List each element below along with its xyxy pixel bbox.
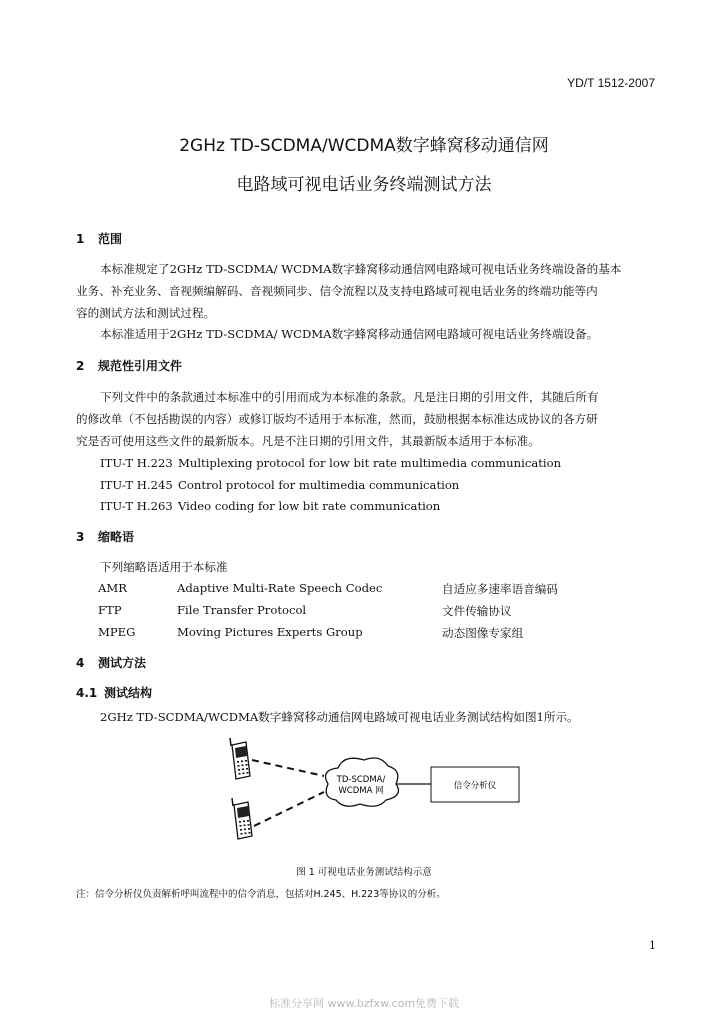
figure-caption: 图 1 可视电话业务测试结构示意 [296,867,432,878]
standard-code: YD/T 1512-2007 [567,76,655,90]
abbreviation-english: Adaptive Multi-Rate Speech Codec [177,581,383,595]
page-number: 1 [649,939,656,952]
abbreviation-chinese: 文件传输协议 [442,604,512,618]
reference-code: ITU-T H.223 [100,456,173,470]
references-paragraph-line: 的修改单（不包括勘误的内容）或修订版均不适用于本标准，然而，鼓励根据本标准达成协议的各方研 [76,412,598,426]
document-title-line1: 2GHz TD-SCDMA/WCDMA数字蜂窝移动通信网 [179,136,549,156]
subsection-title: 测试结构 [104,686,153,700]
reference-title: Video coding for low bit rate communication [178,499,441,513]
scope-paragraph-line: 容的测试方法和测试过程。 [76,306,216,320]
mobile-phone-icon [230,738,250,779]
section-heading-normative-references [76,357,182,374]
subsection-heading-test-structure [76,684,152,701]
test-structure-diagram [220,732,520,848]
reference-code: ITU-T H.245 [100,478,173,492]
section-title: 缩略语 [98,530,135,544]
references-paragraph-line: 下列文件中的条款通过本标准中的引用而成为本标准的条款。凡是注日期的引用文件，其随后所有 [100,390,599,404]
reference-item [100,456,561,470]
reference-title: Control protocol for multimedia communication [178,478,460,492]
abbreviation-chinese: 动态图像专家组 [442,626,524,640]
mobile-phone-icon [232,798,252,839]
cloud-label-line1: TD-SCDMA/ [336,775,386,785]
scope-paragraph-line: 本标准规定了2GHz TD-SCDMA/ WCDMA数字蜂窝移动通信网电路域可视电话业务终端设备的基本 [100,262,622,276]
section-title: 范围 [98,232,123,246]
abbreviation-term: FTP [98,603,122,617]
footer-watermark: 标准分享网 www.bzfxw.com免费下载 [268,997,460,1010]
radio-link [252,760,324,776]
section-title: 规范性引用文件 [98,359,183,373]
references-paragraph-line: 究是否可使用这些文件的最新版本。凡是不注日期的引用文件，其最新版本适用于本标准。 [76,434,540,448]
cloud-label-line2: WCDMA 网 [338,786,384,796]
abbreviation-english: Moving Pictures Experts Group [177,625,363,639]
section-heading-abbreviations [76,528,134,545]
abbreviation-term: MPEG [98,625,136,639]
subsection-number: 4.1 [76,686,98,700]
signaling-analyzer-label: 信令分析仪 [453,781,497,791]
reference-code: ITU-T H.263 [100,499,173,513]
section-heading-test-methods [76,654,146,671]
section-number: 4 [76,656,85,670]
test-structure-paragraph: 2GHz TD-SCDMA/WCDMA数字蜂窝移动通信网电路域可视电话业务测试结构如图1所示。 [100,710,579,724]
section-number: 2 [76,359,85,373]
scope-applicability: 本标准适用于2GHz TD-SCDMA/ WCDMA数字蜂窝移动通信网电路域可视电话业务终端设备。 [100,327,599,341]
reference-item [100,499,440,513]
radio-link [254,792,324,826]
scope-paragraph-line: 业务、补充业务、音视频编解码、音视频同步、信令流程以及支持电路域可视电话业务的终端功能等内 [76,284,598,298]
abbreviations-intro: 下列缩略语适用于本标准 [100,560,228,574]
section-title: 测试方法 [98,656,147,670]
abbreviation-chinese: 自适应多速率语音编码 [442,582,558,596]
section-heading-scope [76,230,122,247]
abbreviation-term: AMR [98,581,127,595]
abbreviation-english: File Transfer Protocol [177,603,307,617]
figure-note: 注：信令分析仪负责解析呼叫流程中的信令消息，包括对H.245、H.223等协议的分析。 [76,889,446,900]
reference-item [100,478,459,492]
section-number: 1 [76,232,85,246]
document-title-line2: 电路域可视电话业务终端测试方法 [236,175,492,195]
reference-title: Multiplexing protocol for low bit rate multimedia communication [178,456,562,470]
section-number: 3 [76,530,85,544]
